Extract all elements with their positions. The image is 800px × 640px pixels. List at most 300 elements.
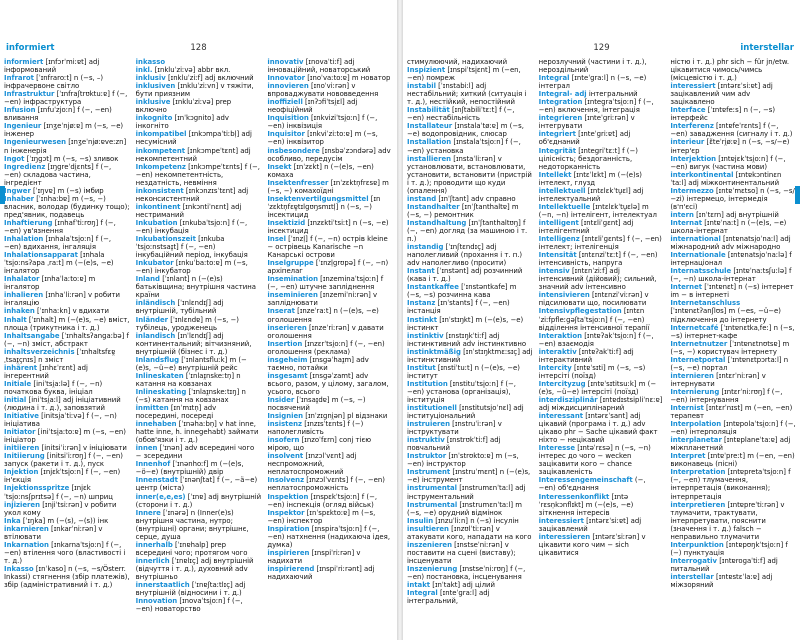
dictionary-entry [670, 235, 796, 251]
entry-headword: Inka [4, 516, 21, 525]
entry-headword: Insignien [267, 412, 304, 421]
dictionary-entry [407, 283, 533, 299]
entry-translation: [ˈɪnlaɪ̯nskeːtn̩] n катання на ковзанах [135, 371, 241, 388]
dictionary-entry [539, 90, 665, 98]
entry-headword: intakt [407, 581, 431, 590]
dictionary-entry [407, 420, 533, 436]
dictionary-column [539, 58, 665, 634]
entry-headword: Integral- adj [538, 90, 587, 99]
dictionary-entry [136, 597, 262, 613]
entry-headword: Interessengemeinschaft [538, 476, 633, 485]
entry-translation: [ɪnˈstants] f (−, −en) інстанція [407, 299, 510, 316]
dictionary-entry [136, 356, 262, 372]
dictionary-entry [136, 420, 262, 444]
dictionary-entry [407, 364, 533, 380]
dictionary-entry [670, 404, 796, 420]
entry-headword: Insektenfresser [267, 178, 329, 187]
entry-translation: [ɪnkuˈbaːtoːɐ] m (−s, −en) інкубатор [135, 259, 248, 276]
right-page-columns [407, 58, 796, 634]
dictionary-entry [4, 122, 130, 138]
dictionary-entry [4, 525, 130, 541]
dictionary-entry [4, 348, 130, 364]
dictionary-entry [4, 380, 130, 396]
dictionary-entry [670, 388, 796, 404]
entry-headword: Inspiration [267, 524, 310, 533]
dictionary-column [136, 58, 262, 634]
entry-translation: [ˈɪnɐhalp] prep всередині чого; протягом чого [135, 540, 248, 557]
dictionary-entry [539, 307, 665, 331]
entry-headword: Infrastruktur [4, 90, 55, 99]
entry-headword: Internetnutzer [670, 339, 728, 348]
entry-translation: [ˈɪnstənt] adj розчинний (кава і т. д.) [407, 267, 523, 284]
dictionary-entry [136, 460, 262, 476]
entry-translation: [ɪnteɡraˈtsi̯oːn] f (−, −en) включення, інтеграція [538, 98, 654, 115]
dictionary-entry [136, 259, 262, 275]
dictionary-entry [267, 549, 393, 565]
entry-translation: [initsi̯aˈtiːvə] f (−, −n) ініціатива [4, 412, 117, 429]
dictionary-entry [670, 436, 796, 452]
dictionary-entry [670, 356, 796, 372]
entry-translation: [ɪnkviziˈtsi̯oːn] f (−, −en) інквізиція [267, 114, 378, 131]
entry-headword: Internat [670, 218, 703, 227]
entry-translation: [ɪnzeˈriːrən] v давати оголошення [267, 323, 384, 340]
entry-translation: [ɪnˈkaso] n (−s, −s/Österr. Inkassi) стягнення (збір платежів), збір (адміністративний і т. д.) [4, 564, 130, 590]
entry-translation: [ɪntɐpreˈtiːrən] v тлумачити, трактувати, інтерпретувати, пояснити (значення і т. д.) falsch − неправильно тлумачити [670, 500, 785, 541]
dictionary-entry [407, 517, 533, 525]
dictionary-entry [4, 291, 130, 307]
entry-headword: inkarnieren [4, 524, 49, 533]
entry-translation: [ɪntɐˈpreːt] m (−en, −en) виконавець (пісні) [670, 452, 795, 469]
entry-translation: [ɪntɐpretaˈtsi̯oːn] f (−, −en) тлумачення, інтерпретація (виконання); інтерпретація [670, 468, 791, 501]
entry-headword: Intercity [538, 363, 572, 372]
entry-translation: [ɪnteˈɡraːl] n (−s, −e) інтеграл [538, 74, 647, 91]
dictionary-entry [670, 82, 796, 106]
entry-translation: [ɪntɐˈsɪtitsuːk] m (−(e)s, −ü−e) інтерсіті (поїзд) [538, 379, 657, 396]
entry-headword: inländisch [135, 299, 176, 308]
entry-headword: Innovator [267, 74, 306, 83]
entry-headword: Inland [135, 275, 160, 284]
dictionary-entry [539, 493, 665, 517]
entry-translation: [ˈɪnhaltsʔanɡaːbə] f (−, −n) зміст, абстракт [4, 331, 129, 348]
dictionary-entry [136, 147, 262, 163]
entry-headword: Insulin [407, 516, 434, 525]
entry-headword: Instabilität [407, 106, 450, 115]
entry-translation: [ɪnˈspɛktoːɐ] m (−s, −en) інспектор [267, 508, 376, 525]
entry-translation: [ɪnkɔmpaˈtiːbl̩] adj несумісний [135, 130, 252, 147]
dictionary-entry [4, 187, 130, 195]
dictionary-entry [267, 372, 393, 396]
entry-headword: insofern [267, 436, 300, 445]
entry-translation: [ˈɪnfraʃtrʊktuːɐ] f (−, −en) інфраструктура [4, 90, 128, 107]
entry-translation: [ɪnzemiˈniːrən] v запліднювати [267, 291, 378, 308]
entry-headword: inspirierend [267, 564, 315, 573]
entry-headword: instinktmäßig [407, 347, 461, 356]
entry-headword: Intellektuelle [538, 202, 591, 211]
dictionary-entry [4, 195, 130, 219]
entry-translation: [ˈɪnɐʃtaːtlɪç] adj внутрішній (відносини і т. д.) [135, 581, 246, 598]
entry-headword: interkontinental [670, 170, 734, 179]
entry-headword: intensivieren [538, 291, 590, 300]
dictionary-column [4, 58, 130, 634]
entry-headword: Injektion [4, 468, 39, 477]
entry-translation: [ɪnkubaˈtsi̯oːnstsaɪ̯t] f (−, −en) інкубаційний період, інкубація [135, 235, 248, 260]
dictionary-entry [267, 259, 393, 275]
right-running-head: interstellar [740, 43, 794, 53]
entry-translation: [ɪntɛnˈziːf] adj інтенсивний (дійовий); сильний, значний adv інтенсивно [538, 267, 657, 292]
entry-headword: Interpretation [670, 468, 726, 477]
dictionary-entry [407, 122, 533, 138]
dictionary-entry [267, 74, 393, 82]
entry-translation: [ɪntɛlɛkˈtu̯ɛlə] m (−n, −n) інтелігент, інтелектуал [538, 202, 657, 219]
dictionary-column [267, 58, 393, 634]
dictionary-entry [539, 58, 665, 74]
entry-headword: integrieren [538, 114, 583, 123]
entry-headword: Insektizid [267, 218, 306, 227]
dictionary-entry [267, 114, 393, 130]
entry-translation: [ˈɪnzl̩] f (−, −n) острів kleine − острівець Kanarische −n Канарські острови [267, 235, 388, 260]
dictionary-entry [136, 372, 262, 388]
dictionary-entry [407, 155, 533, 195]
entry-headword: Interjektion [670, 154, 717, 163]
entry-headword: Instruktor [407, 452, 447, 461]
entry-translation: [ˈɪnsaɪ̯dɐ] m (−s, −) посвячений [267, 395, 366, 413]
dictionary-entry [407, 380, 533, 404]
entry-headword: intern [670, 210, 694, 219]
entry-translation: [ɪntɐroɡaˈtiːf] adj питальний [670, 556, 778, 573]
dictionary-entry [136, 98, 262, 114]
entry-headword: intensiv [538, 267, 570, 276]
dictionary-entry [670, 283, 796, 299]
entry-headword: Intelligenz [538, 235, 580, 244]
dictionary-entry [670, 138, 796, 154]
entry-translation: [ɪntɐplaneˈtaːɐ] adj міжпланетний [670, 436, 791, 453]
entry-headword: Initiierung [4, 452, 45, 461]
dictionary-entry [407, 219, 533, 243]
entry-headword: Inlineskaten [135, 371, 184, 380]
dictionary-column [670, 58, 796, 634]
dictionary-entry [136, 74, 262, 82]
dictionary-entry [539, 348, 665, 364]
dictionary-entry [267, 291, 393, 307]
entry-headword: instruktiv [407, 436, 445, 445]
dictionary-entry [136, 275, 262, 299]
dictionary-entry [670, 211, 796, 219]
entry-headword: integriert [538, 130, 576, 139]
dictionary-entry [136, 557, 262, 581]
entry-headword: Interferenz [670, 122, 714, 131]
entry-translation: [ˈɪnlɛndɐ] m (−s, −) тубілець, уродженець [135, 315, 239, 332]
dictionary-entry [4, 364, 130, 380]
dictionary-entry [4, 316, 130, 332]
dictionary-entry [4, 565, 130, 589]
entry-headword: Inhalator [4, 275, 40, 284]
dictionary-entry [4, 332, 130, 348]
entry-headword: instrumental [407, 484, 458, 493]
entry-translation: [ɪnstseˈniːrʊŋ] f (−, −en) постановка, інсценування [407, 564, 526, 581]
entry-headword: interessiert [670, 82, 716, 91]
entry-translation: [ˈɪntɐnɛtkaˌfeː] n (−s, −s) інтернет-кафе [670, 323, 795, 340]
entry-headword: Interrogativ [670, 556, 718, 565]
entry-translation: [ɪntɛnˈziːfpfleːɡəʃtaˈtsi̯oːn] f (−, −en) відділення інтенсивної терапії [538, 307, 650, 332]
entry-headword: Intercityzug [538, 379, 586, 388]
entry-headword: instabil [407, 82, 436, 91]
entry-headword: Inkompetenz [135, 162, 186, 171]
entry-headword: innen [135, 444, 158, 453]
entry-headword: Inspizient [407, 66, 446, 75]
entry-headword: Integrität [538, 146, 577, 155]
dictionary-entry [670, 155, 796, 171]
entry-translation: [initsiˈiːrən] v ініціювати [39, 444, 127, 453]
dictionary-entry [670, 58, 796, 82]
entry-headword: inkognito [135, 114, 173, 123]
entry-headword: Inhalationsapparat [4, 251, 78, 260]
entry-translation: [ɪnstrumɛnˈtaːl] adj інструментальний [407, 484, 526, 501]
entry-translation: [iniˈtsi̯aːlə] f (−, −n) початкова буква, ініціал [4, 379, 103, 396]
entry-translation: [ˈɪnzl̩ɡrʊpə] f (−, −n) архіпелаг [267, 259, 389, 276]
entry-translation: [ˈɪnfraroːt] n (−s, –) інфрачервоне світло [4, 74, 104, 91]
dictionary-entry [267, 324, 393, 340]
dictionary-entry [136, 203, 262, 219]
dictionary-entry [136, 163, 262, 187]
entry-translation: інтегральний [586, 90, 638, 99]
entry-translation: [ˈɪnhalt] m (−(e)s, −e) вміст, площа (трикутника і т. д.) [4, 315, 130, 332]
entry-headword: interplanetar [670, 436, 722, 445]
entry-headword: interaktiv [538, 347, 577, 356]
dictionary-entry [407, 525, 533, 541]
entry-translation: [ɪnteˈɡriːrən] v інтегрувати [538, 114, 635, 131]
entry-headword: Internatsschule [670, 267, 732, 276]
entry-headword: Inkasso [4, 564, 34, 573]
entry-headword: instand [407, 194, 437, 203]
entry-headword: Interpunktion [670, 540, 724, 549]
dictionary-entry [539, 476, 665, 492]
entry-translation: [ɪntɐpolaˈtsi̯oːn] f (−, −en) інтерполяція [670, 420, 796, 437]
entry-translation: [ˈɪnən] adv всередині чого − зсередини [135, 444, 255, 461]
entry-headword: innerlich [135, 556, 170, 565]
left-page-header [4, 43, 393, 55]
entry-translation: [ɪnteˈɡriːɐt] adj об'єднаний [538, 130, 631, 147]
entry-translation: [ɪnzɪsˈtɛnts] f (−) наполегливість [267, 420, 364, 437]
entry-translation: [ɪnkɔmpeˈtɛnt] adj некомпетентний [135, 146, 251, 163]
entry-headword: inspirieren [267, 548, 310, 557]
entry-translation: [ɪntɛrˈniːrʊŋ] f (−, −en) інтернування [670, 387, 783, 404]
entry-translation: [ɪnˈʃtanthaltɐ] m (−s, −) ремонтник [407, 202, 519, 219]
dictionary-entry [539, 332, 665, 348]
dictionary-entry [407, 484, 533, 500]
dictionary-entry [4, 444, 130, 452]
entry-translation: [ɪnteˈɡraːl] adj інтегральний, [407, 589, 490, 606]
entry-headword: Integral [538, 74, 570, 83]
entry-translation: [ˈɪŋvɐ] m (−s) імбир [30, 186, 104, 195]
entry-headword: inhärent [4, 363, 38, 372]
dictionary-entry [136, 444, 262, 460]
dictionary-entry [136, 114, 262, 130]
entry-headword: inklusiven [135, 82, 176, 91]
entry-headword: informiert [4, 58, 44, 66]
entry-headword: internieren [670, 371, 714, 380]
entry-headword: Insemination [267, 275, 318, 284]
dictionary-entry [670, 122, 796, 138]
entry-translation: [ɪnˈtakt] adj цілий [430, 581, 495, 590]
entry-headword: interessant [538, 412, 584, 421]
dictionary-entry [136, 476, 262, 492]
dictionary-entry [539, 130, 665, 146]
entry-translation: [ɪnzʊlˈtiːrən] v атакувати кого, нападати на кого [407, 524, 532, 541]
entry-headword: Instantkaffee [407, 283, 459, 292]
dictionary-entry [136, 509, 262, 541]
left-page-number: 128 [190, 43, 207, 53]
dictionary-entry [4, 307, 130, 315]
dictionary-entry [539, 203, 665, 219]
dictionary-entry [670, 557, 796, 573]
entry-translation: [ɪntɐnatsi̯oˈnaːlə] f інтернаціонал [670, 251, 792, 268]
entry-translation: [ˈɪnlant] n (−(e)s) батьківщина; внутрішня частина країни [135, 275, 256, 300]
entry-translation: [ɪnˈʃtant] adv справно [436, 194, 516, 203]
entry-translation: [ɪnˈzɛktn̩fɛɐ̯tɪlɡʊŋsmɪtl̩] n (−s, −) інсектицид [267, 194, 381, 219]
dictionary-entry [407, 316, 533, 332]
entry-translation: [iniˈtsi̯aːl] adj ініціативний (людина і т. д.), заповзятий [4, 395, 121, 413]
dictionary-entry [136, 388, 262, 404]
dictionary-entry [136, 187, 262, 203]
entry-headword: insbesondere [267, 146, 320, 155]
entry-headword: Initiator [4, 428, 36, 437]
entry-translation: [ˈɪnhaltsfɛɐ̯ˌtsaɪ̯çnɪs] n зміст [4, 347, 116, 364]
entry-translation: [ɪnˈzɛkt] n (−(e)s, −en) комаха [267, 162, 374, 179]
entry-headword: Installateur [407, 122, 453, 131]
entry-translation: [ɪnfɔrˈmiːɐt] adj інформований [4, 58, 100, 75]
entry-headword: instruieren [407, 420, 450, 429]
dictionary-entry [4, 163, 130, 187]
entry-translation: [ɪnˈʃtanthaltʊŋ] f (−, −en) догляд (за машиною і т. п.) [407, 218, 528, 244]
entry-translation: [ɪnjiˈtsiːrən] v робити укол кому [4, 500, 117, 517]
entry-headword: Ingenieur [4, 122, 42, 131]
entry-headword: inkl. [135, 66, 153, 75]
right-page-header [407, 43, 796, 55]
entry-headword: Interface [670, 106, 706, 115]
entry-headword: Initiative [4, 412, 39, 421]
dictionary-entry [407, 501, 533, 517]
entry-translation: [iniˈtsi̯aːtoːɐ] m (−s, −en) ініціатор [4, 428, 126, 445]
dictionary-entry [4, 90, 130, 106]
dictionary-entry [267, 307, 393, 323]
dictionary-entry [407, 404, 533, 420]
entry-headword: Internet [670, 283, 703, 292]
entry-headword: Inquisition [267, 114, 309, 123]
dictionary-entry [670, 251, 796, 267]
entry-headword: innerhalb [135, 540, 173, 549]
entry-translation: [ɪnjɛkˈtsi̯oːn] f (−, −en) ін'єкція [4, 468, 121, 485]
entry-headword: instinktiv [407, 331, 444, 340]
entry-headword: Internetportal [670, 355, 726, 364]
dictionary-entry [267, 476, 393, 492]
dictionary-entry [267, 340, 393, 356]
dictionary-entry [407, 348, 533, 364]
entry-headword: Instrumental [407, 500, 458, 509]
entry-translation: [ɪnstruˈiːrən] v інструктувати [407, 420, 502, 437]
entry-headword: Innovation [135, 597, 178, 606]
dictionary-entry [136, 130, 262, 146]
dictionary-entry [539, 74, 665, 90]
dictionary-entry [670, 106, 796, 122]
entry-translation: [ɪntəˈrɛsn̩kɔnflɪkt] m (−(e)s, −e) зіткнення інтересів [538, 492, 634, 517]
entry-headword: Inhalation [4, 235, 44, 244]
entry-translation: [ɪnzɔlˈvɛnts] f (−, −en) неплатоспроможність [267, 476, 385, 493]
entry-translation: [ɪnˈkɔɡnito] adv інкогніто [135, 114, 229, 131]
entry-translation: [ˈɪnɐ] adj внутрішній (сторони і т. д.) [135, 492, 262, 509]
dictionary-entry [407, 581, 533, 589]
dictionary-entry [267, 147, 393, 163]
entry-translation: [ˈɪnlaɪ̯nskeːtɪŋ] n (−s) катання на ковзанах [135, 387, 246, 404]
entry-translation: [ˈɪntɐnɛtʔanʃlʊs] m (−es, −ü−e) підключення до інтернету [670, 307, 781, 324]
entry-headword: inklusiv [135, 74, 166, 83]
entry-translation: [ɪnstalaˈtsi̯oːn] f (−, −en) установка [407, 138, 521, 155]
dictionary-entry [4, 219, 130, 235]
dictionary-entry [407, 332, 533, 348]
entry-headword: inhaltsverzeichnis [4, 347, 75, 356]
dictionary-entry [4, 106, 130, 122]
dictionary-entry [407, 66, 533, 82]
entry-translation: [initsiˈiːrʊŋ] f (−, −en) запуск (ракети і т. д.), пуск [4, 452, 123, 469]
entry-translation: [ɪntərɛˈsiːɐt] adj зацікавлений чим adv зацікавлено [670, 82, 773, 107]
dictionary-entry [267, 195, 393, 219]
entry-translation: [ɪntɐdɪstsipliˈnɛːɐ] adj міждисциплінарний [538, 395, 663, 413]
entry-translation: [ˈɪnənʃtat] f (−, −ä−e) центр (міста) [135, 476, 258, 493]
entry-headword: Inselgruppe [267, 259, 314, 268]
dictionary-entry [136, 219, 262, 235]
dictionary-entry [407, 299, 533, 315]
dictionary-entry [4, 501, 130, 517]
entry-headword: Inhaltsangabe [4, 331, 60, 340]
entry-headword: Innenhof [135, 460, 171, 469]
entry-headword: Ingwer [4, 186, 31, 195]
dictionary-entry [407, 203, 533, 219]
entry-headword: interstellar [670, 573, 714, 581]
entry-headword: Insider [267, 395, 295, 404]
entry-headword: Inserat [267, 307, 295, 316]
entry-headword: Installation [407, 138, 452, 147]
entry-headword: installieren [407, 154, 452, 163]
entry-translation: [ˈɪnəhaːbn̩] v hat inne, hatte inne, h. innegehabt) займати (обов'язки і т. д.) [135, 420, 259, 445]
dictionary-entry [136, 58, 262, 66]
entry-translation: [ɪntɛliˈɡɛnts] f (−, −en) інтелект; інтелігенція [538, 235, 662, 252]
entry-translation: [ɪnˈlɛndɪʃ] adj континентальний; вітчизняний, внутрішній (бізнес і т. д.) [135, 331, 252, 356]
dictionary-entry [267, 356, 393, 372]
entry-translation: [ɪnovaˈtiːf] adj інноваційний, новаторський [267, 58, 371, 75]
dictionary-entry [267, 525, 393, 549]
entry-translation: [ɪnzeˈraːt] n (−(e)s, −e) оголошення [267, 307, 379, 324]
entry-headword: Insolvenz [267, 476, 305, 485]
entry-translation: [ɪnzeminaˈtsi̯oːn] f (−, −en) штучне запліднення [267, 275, 384, 292]
entry-translation: [ɪnhaˈliːrən] v робити інгаляцію [4, 291, 121, 308]
entry-translation: [ˈɪnənhoːf] m (−(e)s, −ö−e) (внутрішній) двір [135, 460, 244, 477]
entry-headword: Instandhaltung [407, 218, 467, 227]
entry-translation: [ɪnhafˈtiːrʊŋ] f (−, −en) ув'язнення [4, 218, 116, 235]
dictionary-entry [539, 533, 665, 557]
entry-translation: [ɪnspɛkˈtsi̯oːn] f (−, −en) інспекція (огляд військ) [267, 492, 378, 509]
entry-translation: [ˈɪŋɡɔt] m (−s, −s) зливок [24, 154, 119, 163]
entry-translation: [ɪntərɛˈsiːɐt] adj зацікавлений [538, 516, 642, 533]
entry-headword: Intellekt [538, 170, 572, 179]
entry-headword: Inländer [135, 315, 169, 324]
entry-translation: [ɪntərɛˈsant] adj цікавий (програма і т. д.) adv цікаво phr − Sache цікавий факт ніхто − нецікавий [538, 412, 658, 445]
dictionary-entry [136, 493, 262, 509]
dictionary-entry [267, 493, 393, 509]
dictionary-entry [4, 74, 130, 90]
dictionary-entry [267, 58, 393, 74]
entry-headword: Ingredienz [4, 162, 46, 171]
dictionary-entry [407, 138, 533, 154]
entry-headword: intellektuell [538, 186, 586, 195]
